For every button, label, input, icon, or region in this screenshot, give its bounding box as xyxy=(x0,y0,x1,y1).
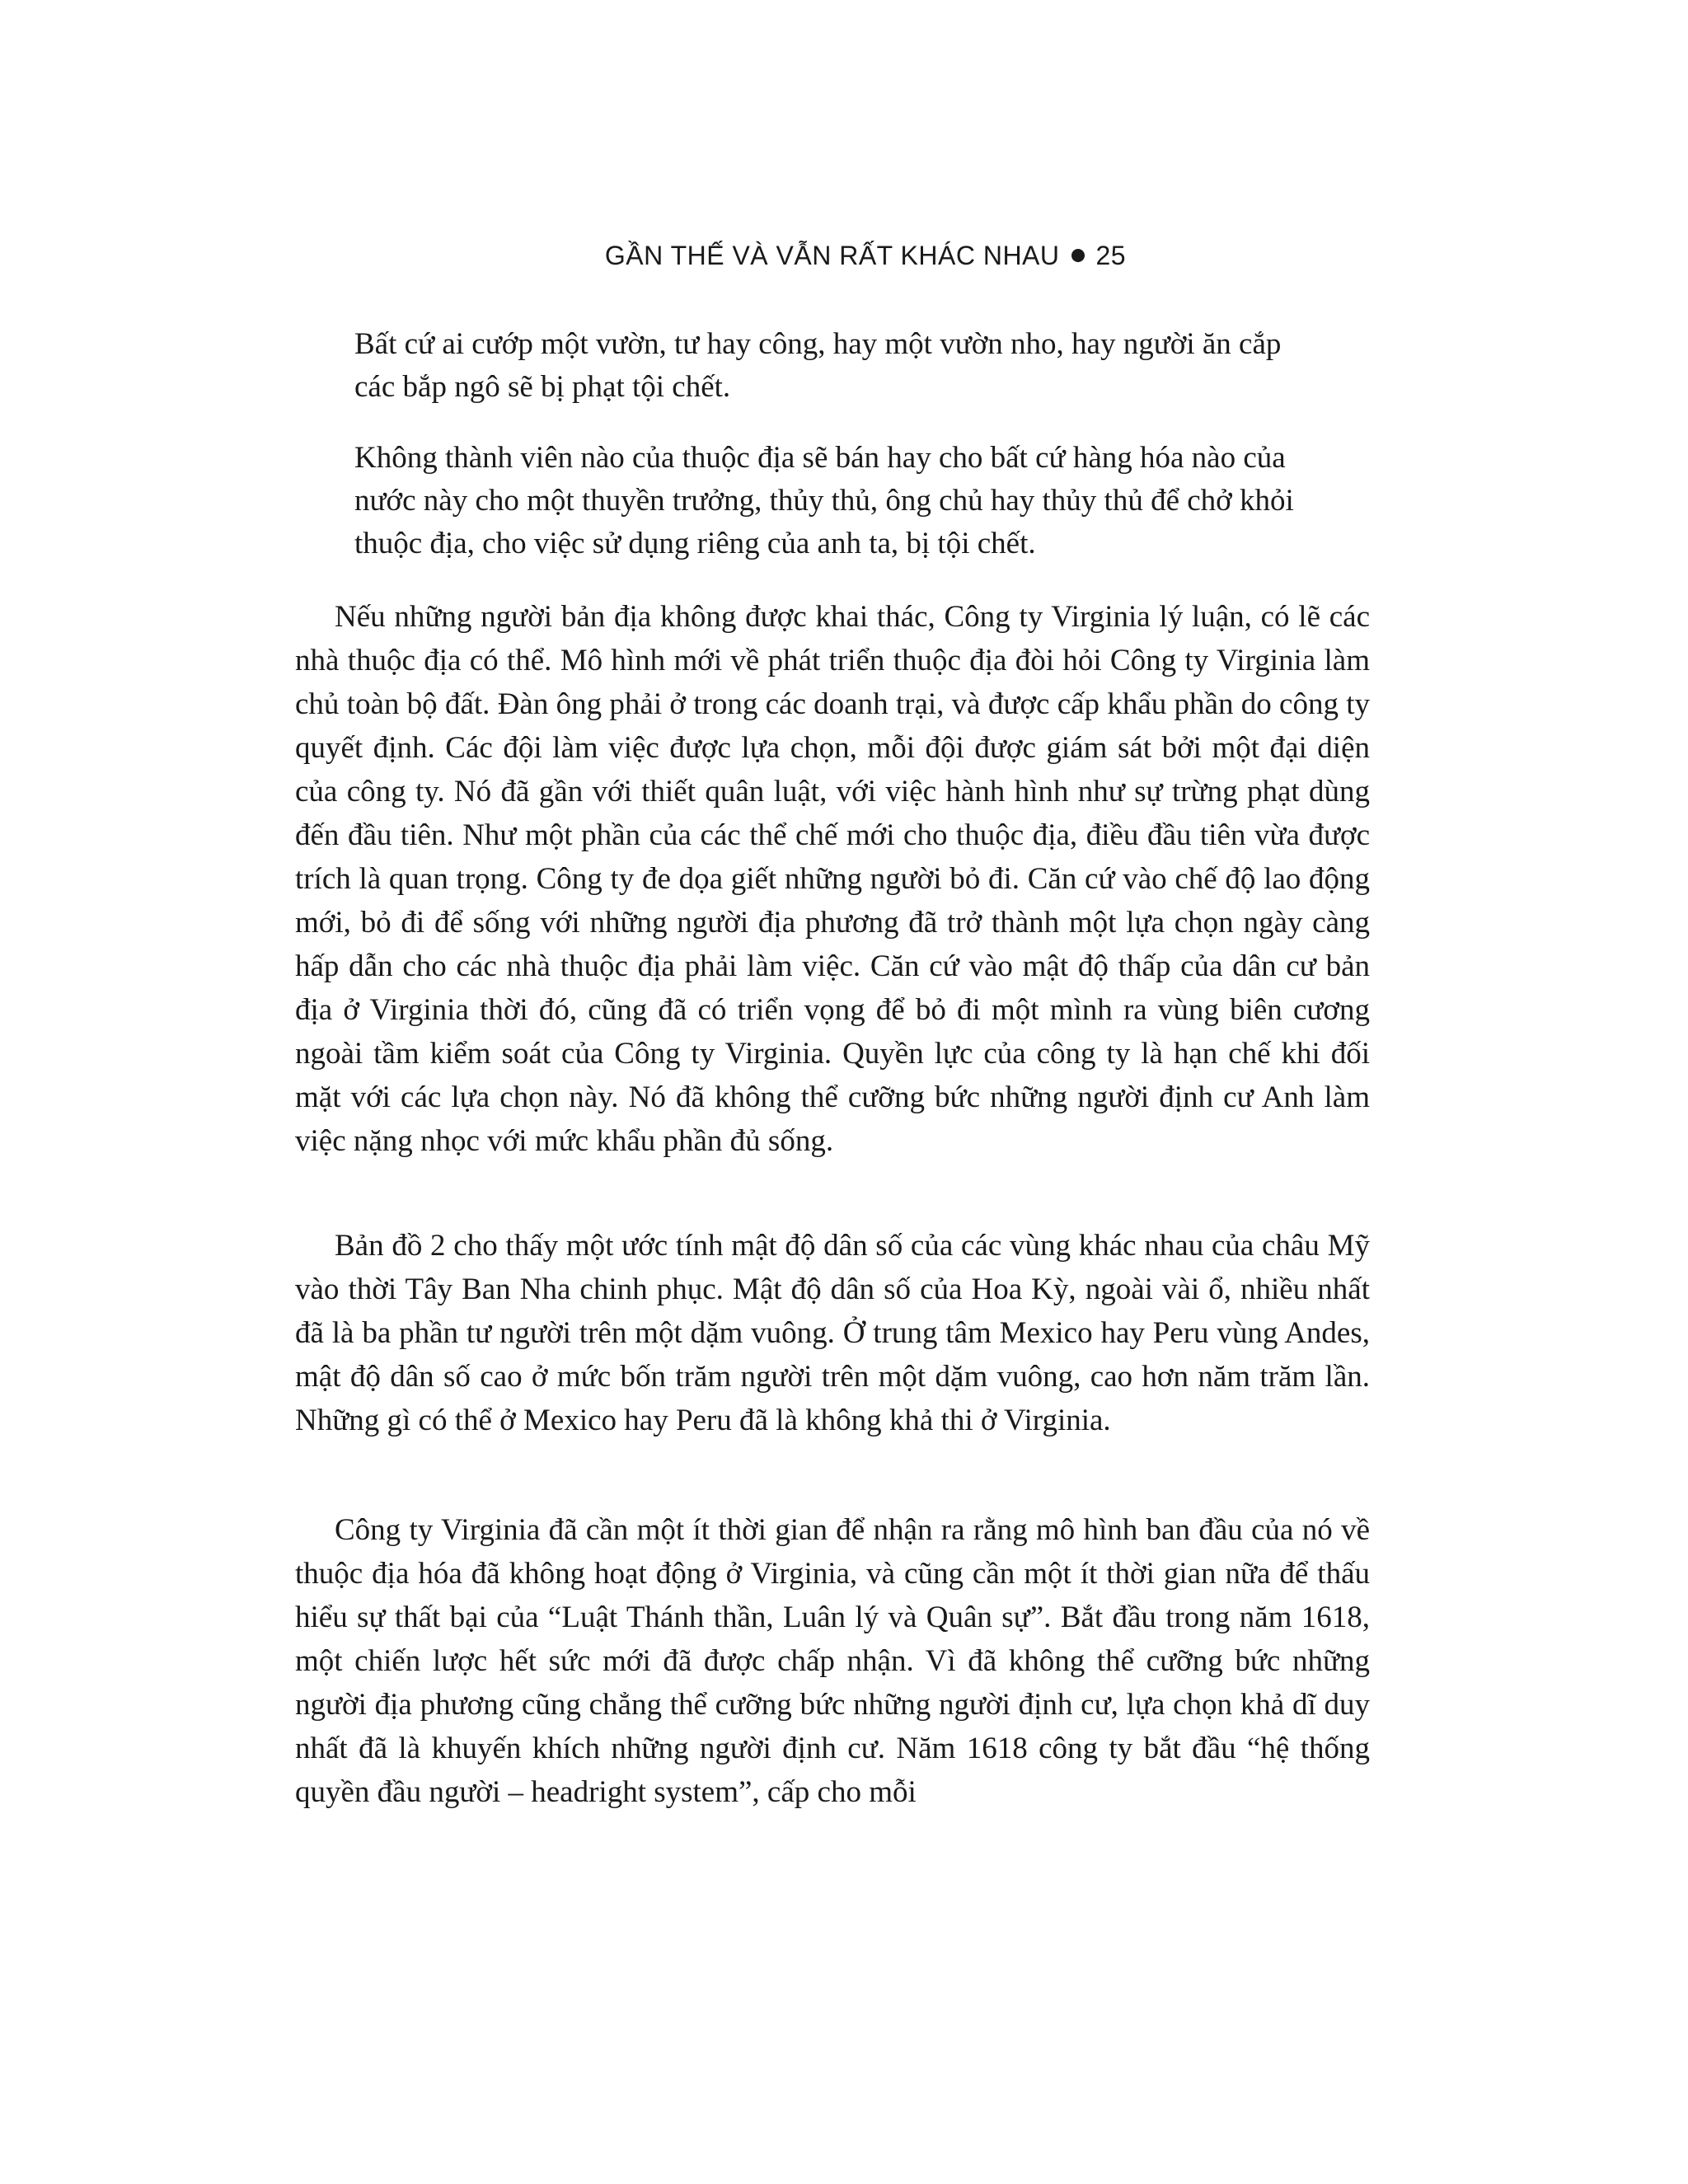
running-header xyxy=(544,241,1187,271)
body-paragraph: Nếu những người bản địa không được khai thác, Công ty Virginia lý luận, có lẽ các nhà thuộc địa có thể. Mô hình mới về phát triển thuộc địa đòi hỏi Công ty Virginia làm chủ toàn bộ đất. Đàn ông phải ở trong các doanh trại, và được cấp khẩu phần do công ty quyết định. Các đội làm việc được lựa chọn, mỗi đội được giám sát bởi một đại diện của công ty. Nó đã gần với thiết quân luật, với việc hành hình như sự trừng phạt dùng đến đầu tiên. Như một phần của các thể chế mới cho thuộc địa, điều đầu tiên vừa được trích là quan trọng. Công ty đe dọa giết những người bỏ đi. Căn cứ vào chế độ lao động mới, bỏ đi để sống với những người địa phương đã trở thành một lựa chọn ngày càng hấp dẫn cho các nhà thuộc địa phải làm việc. Căn cứ vào mật độ thấp của dân cư bản địa ở Virginia thời đó, cũng đã có triển vọng để bỏ đi một mình ra vùng biên cương ngoài tầm kiểm soát của Công ty Virginia. Quyền lực của công ty là hạn chế khi đối mặt với các lựa chọn này. Nó đã không thể cưỡng bức những người định cư Anh làm việc nặng nhọc với mức khẩu phần đủ sống. xyxy=(295,600,1370,1158)
running-title: GẦN THẾ VÀ VẪN RẤT KHÁC NHAU xyxy=(604,241,1060,270)
block-quote: Không thành viên nào của thuộc địa sẽ bán hay cho bất cứ hàng hóa nào của nước này cho một thuyền trưởng, thủy thủ, ông chủ hay thủy thủ để chở khỏi thuộc địa, cho việc sử dụng riêng của anh ta, bị tội chết. xyxy=(354,441,1294,560)
body-paragraph: Công ty Virginia đã cần một ít thời gian để nhận ra rằng mô hình ban đầu của nó về thuộc địa hóa đã không hoạt động ở Virginia, và cũng cần một ít thời gian nữa để thấu hiểu sự thất bại của “Luật Thánh thần, Luân lý và Quân sự”. Bắt đầu trong năm 1618, một chiến lược hết sức mới đã được chấp nhận. Vì đã không thể cưỡng bức những người địa phương cũng chẳng thể cưỡng bức những người định cư, lựa chọn khả dĩ duy nhất đã là khuyến khích những người định cư. Năm 1618 công ty bắt đầu “hệ thống quyền đầu người – headright system”, cấp cho mỗi xyxy=(295,1513,1370,1809)
body-paragraph: Bản đồ 2 cho thấy một ước tính mật độ dân số của các vùng khác nhau của châu Mỹ vào thời Tây Ban Nha chinh phục. Mật độ dân số của Hoa Kỳ, ngoài vài ổ, nhiều nhất đã là ba phần tư người trên một dặm vuông. Ở trung tâm Mexico hay Peru vùng Andes, mật độ dân số cao ở mức bốn trăm người trên một dặm vuông, cao hơn năm trăm lần. Những gì có thể ở Mexico hay Peru đã là không khả thi ở Virginia. xyxy=(295,1229,1370,1437)
block-quote: Bất cứ ai cướp một vườn, tư hay công, hay một vườn nho, hay người ăn cắp các bắp ngô sẽ bị phạt tội chết. xyxy=(354,327,1282,404)
bullet-separator-icon xyxy=(1071,249,1085,262)
page-number: 25 xyxy=(1095,241,1127,270)
